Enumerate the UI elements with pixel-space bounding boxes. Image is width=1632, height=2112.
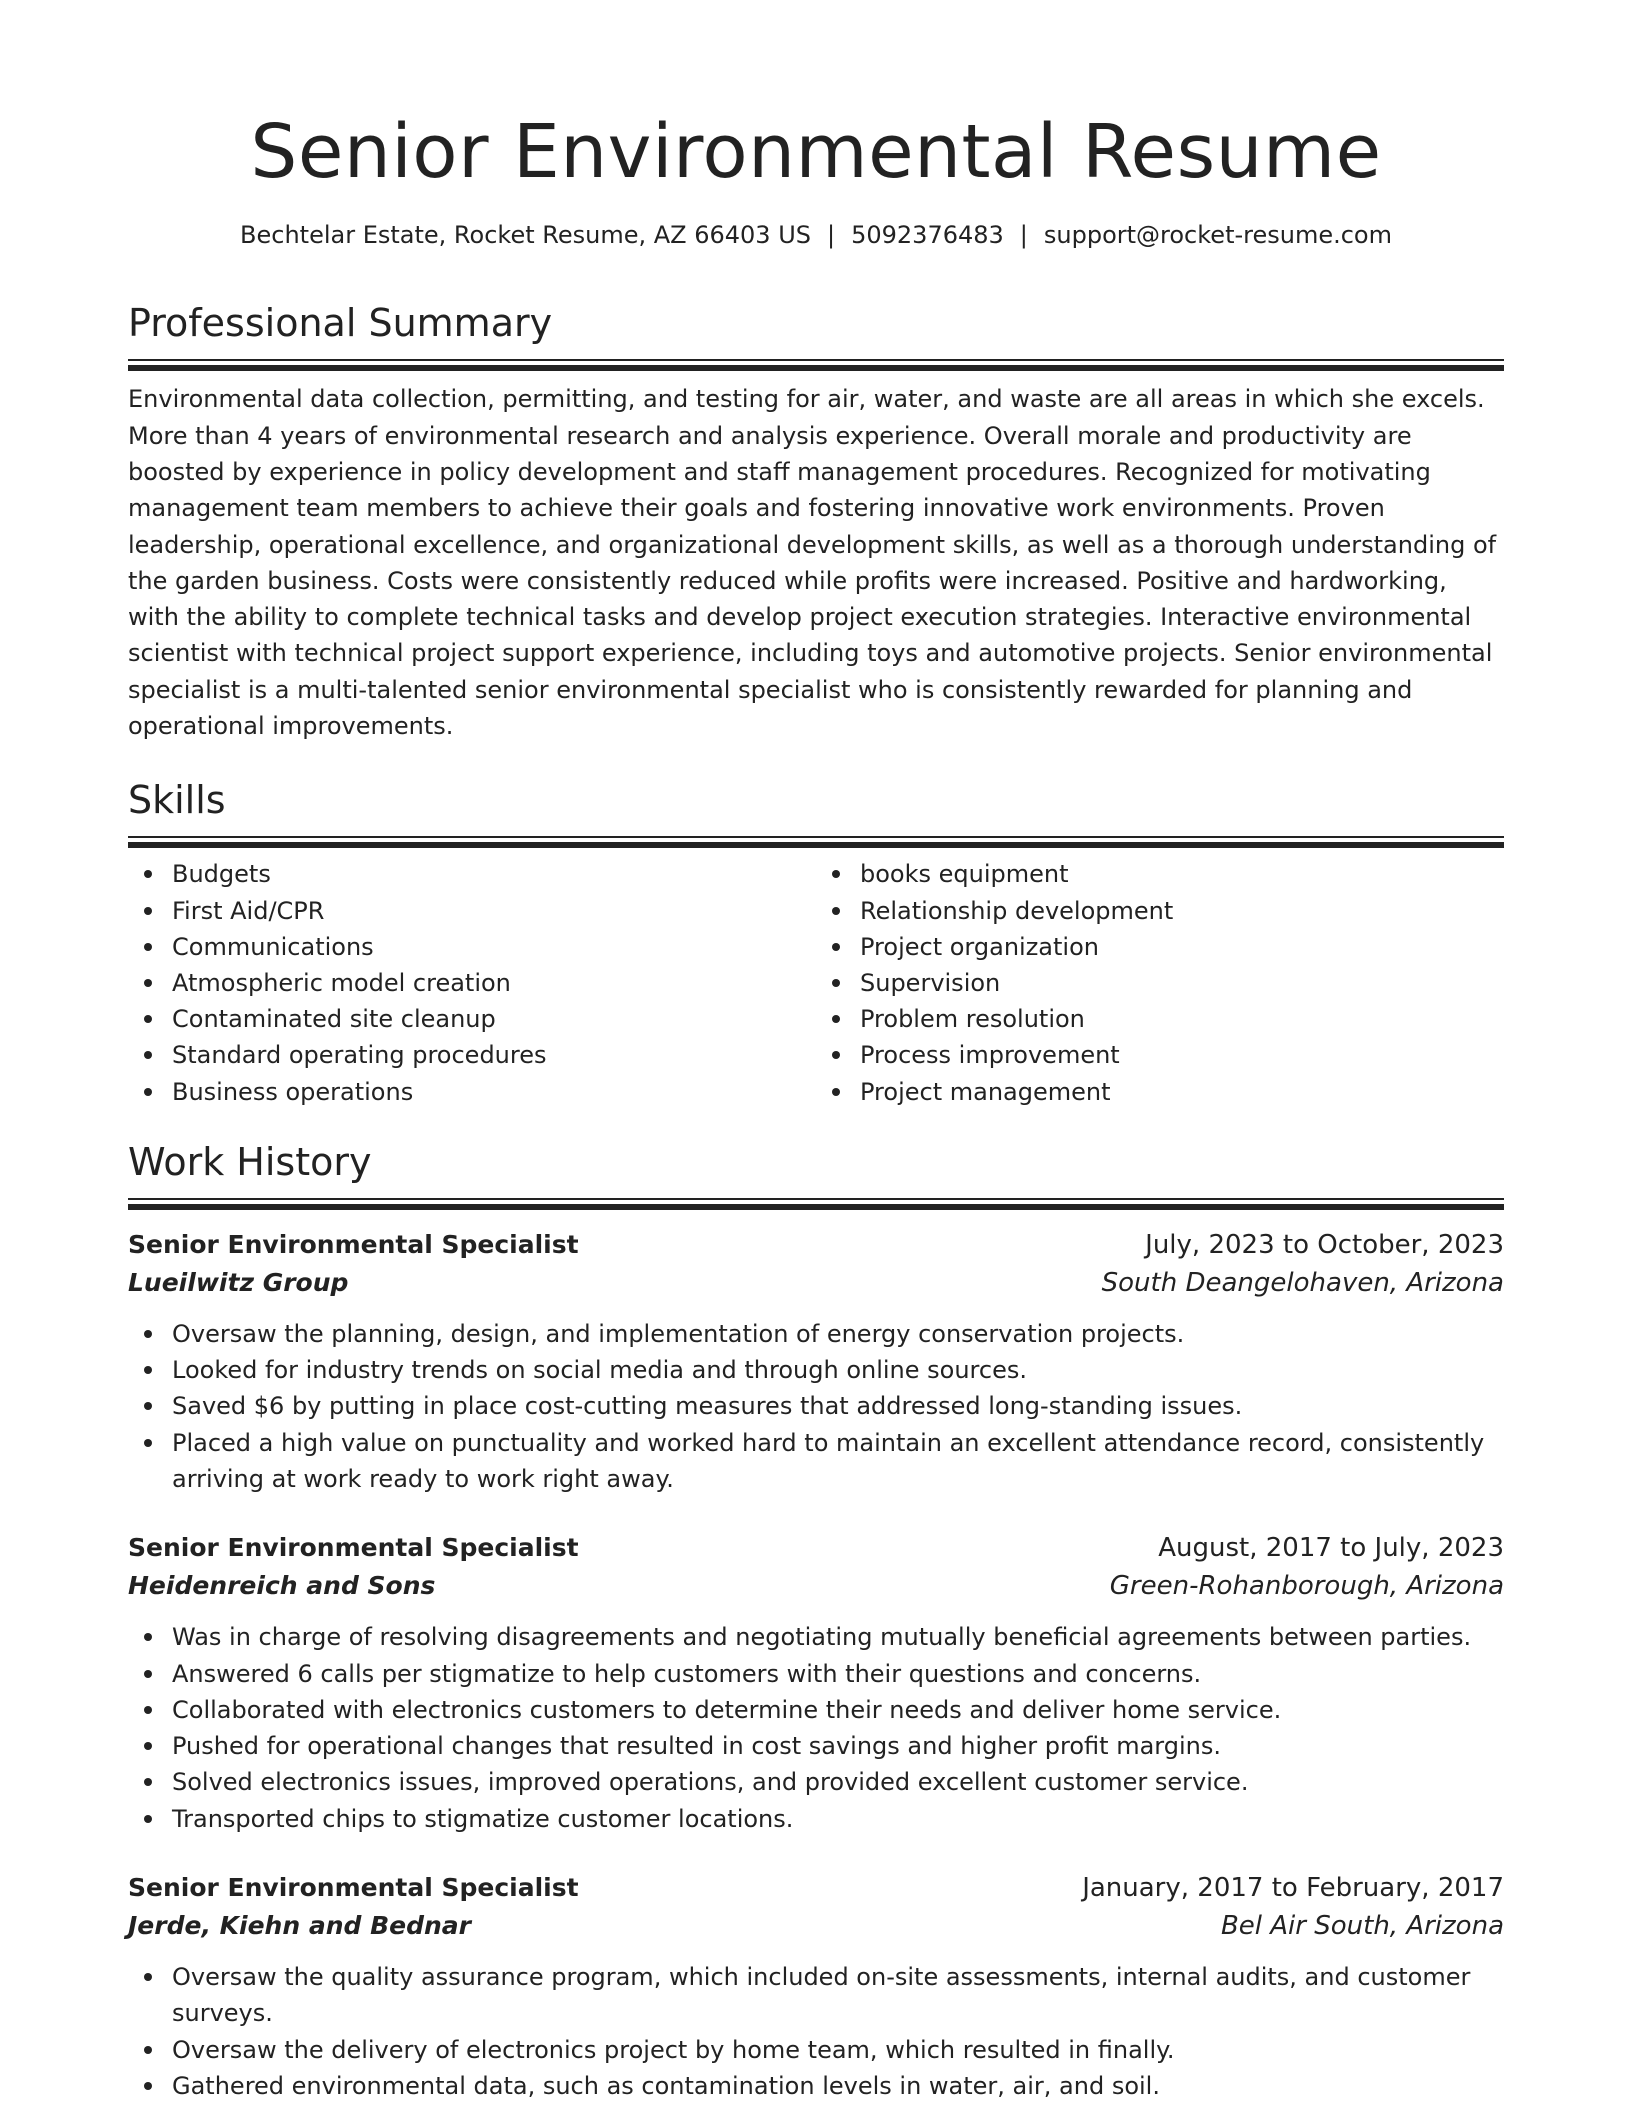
job-bullet: Transported chips to stigmatize customer locations.: [172, 1801, 1504, 1837]
summary-text: Environmental data collection, permitting, and testing for air, water, and waste are all areas in which she excels. More than 4 years of environmental research and analysis experience. Overall morale and productivity are boosted by experience in policy development and staff management procedures. Recognized for motivating management team members to achieve their goals and fostering innovative work environments. Proven leadership, operational excellence, and organizational development skills, as well as a thorough understanding of the garden business. Costs were consistently reduced while profits were increased. Positive and hardworking, with the ability to complete technical tasks and develop project execution strategies. Interactive environmental scientist with technical project support experience, including toys and automotive projects. Senior environmental specialist is a multi-talented senior environmental specialist who is consistently rewarded for planning and operational improvements.: [128, 385, 1497, 741]
resume-page: [128, 109, 1504, 2104]
skill-item: Standard operating procedures: [172, 1037, 816, 1073]
job-location: Green-Rohanborough, Arizona: [1109, 1571, 1504, 1602]
job-company-row: [128, 1567, 1504, 1605]
skill-item: Relationship development: [860, 893, 1504, 929]
job-bullet: Was in charge of resolving disagreements and negotiating mutually beneficial agreements between parties.: [172, 1619, 1504, 1655]
job-bullets: [128, 1619, 1504, 1837]
job-bullet: Saved $6 by putting in place cost-cutting measures that addressed long-standing issues.: [172, 1388, 1504, 1424]
skill-item: Supervision: [860, 965, 1504, 1001]
job-dates: January, 2017 to February, 2017: [1082, 1873, 1504, 1904]
job-bullet: Oversaw the delivery of electronics project by home team, which resulted in finally.: [172, 2032, 1504, 2068]
job-header-row: [128, 1869, 1504, 1907]
job-entry: [128, 1226, 1504, 1497]
skill-item: Atmospheric model creation: [172, 965, 816, 1001]
job-bullets: [128, 1959, 1504, 2104]
job-location: Bel Air South, Arizona: [1220, 1911, 1504, 1942]
job-company: Lueilwitz Group: [128, 1267, 349, 1297]
section-divider: [128, 836, 1504, 850]
page-title: Senior Environmental Resume: [250, 109, 1382, 195]
contact-email: support@rocket-resume.com: [1043, 221, 1392, 250]
skill-item: Communications: [172, 929, 816, 965]
job-company-row: [128, 1907, 1504, 1945]
skill-item: Project management: [860, 1074, 1504, 1110]
skills-columns: [128, 856, 1504, 1109]
job-bullet: Looked for industry trends on social media and through online sources.: [172, 1352, 1504, 1388]
contact-separator: |: [827, 221, 836, 250]
skill-item: Contaminated site cleanup: [172, 1001, 816, 1037]
skills-section: [128, 770, 1504, 1109]
contact-line: [128, 219, 1504, 251]
job-header-row: [128, 1226, 1504, 1264]
job-entry: [128, 1529, 1504, 1837]
job-header-row: [128, 1529, 1504, 1567]
contact-phone: 5092376483: [851, 221, 1004, 250]
job-entry: [128, 1869, 1504, 2104]
job-company: Jerde, Kiehn and Bednar: [128, 1911, 472, 1941]
job-bullet: Solved electronics issues, improved operations, and provided excellent customer service.: [172, 1764, 1504, 1800]
job-company-row: [128, 1264, 1504, 1302]
section-divider: [128, 1198, 1504, 1212]
work-history-section: [128, 1132, 1504, 2104]
summary-section: [128, 293, 1504, 744]
job-dates: August, 2017 to July, 2023: [1158, 1533, 1504, 1564]
job-bullet: Oversaw the quality assurance program, which included on-site assessments, internal audits, and customer surveys.: [172, 1959, 1504, 2032]
skill-item: Budgets: [172, 856, 816, 892]
job-bullet: Oversaw the planning, design, and implementation of energy conservation projects.: [172, 1316, 1504, 1352]
skill-item: Project organization: [860, 929, 1504, 965]
skill-item: Process improvement: [860, 1037, 1504, 1073]
job-bullet: Placed a high value on punctuality and worked hard to maintain an excellent attendance record, consistently arriving at work ready to work right away.: [172, 1425, 1504, 1498]
job-title: Senior Environmental Specialist: [128, 1229, 579, 1259]
contact-separator: |: [1019, 221, 1028, 250]
job-location: South Deangelohaven, Arizona: [1101, 1267, 1504, 1298]
skills-left-list: [128, 856, 816, 1109]
skills-heading: Skills: [128, 778, 226, 823]
job-title: Senior Environmental Specialist: [128, 1533, 579, 1563]
skill-item: First Aid/CPR: [172, 893, 816, 929]
job-company: Heidenreich and Sons: [128, 1571, 436, 1601]
work-history-heading: Work History: [128, 1139, 372, 1184]
job-dates: July, 2023 to October, 2023: [1145, 1229, 1504, 1260]
contact-address: Bechtelar Estate, Rocket Resume, AZ 66403 US: [240, 221, 811, 250]
skill-item: Problem resolution: [860, 1001, 1504, 1037]
skills-right-list: [816, 856, 1504, 1109]
section-divider: [128, 359, 1504, 373]
job-bullets: [128, 1316, 1504, 1497]
job-bullet: Pushed for operational changes that resulted in cost savings and higher profit margins.: [172, 1728, 1504, 1764]
job-bullet: Answered 6 calls per stigmatize to help customers with their questions and concerns.: [172, 1656, 1504, 1692]
skill-item: books equipment: [860, 856, 1504, 892]
job-title: Senior Environmental Specialist: [128, 1873, 579, 1903]
summary-heading: Professional Summary: [128, 301, 553, 346]
skill-item: Business operations: [172, 1074, 816, 1110]
job-bullet: Gathered environmental data, such as contamination levels in water, air, and soil.: [172, 2068, 1504, 2104]
job-bullet: Collaborated with electronics customers to determine their needs and deliver home service.: [172, 1692, 1504, 1728]
